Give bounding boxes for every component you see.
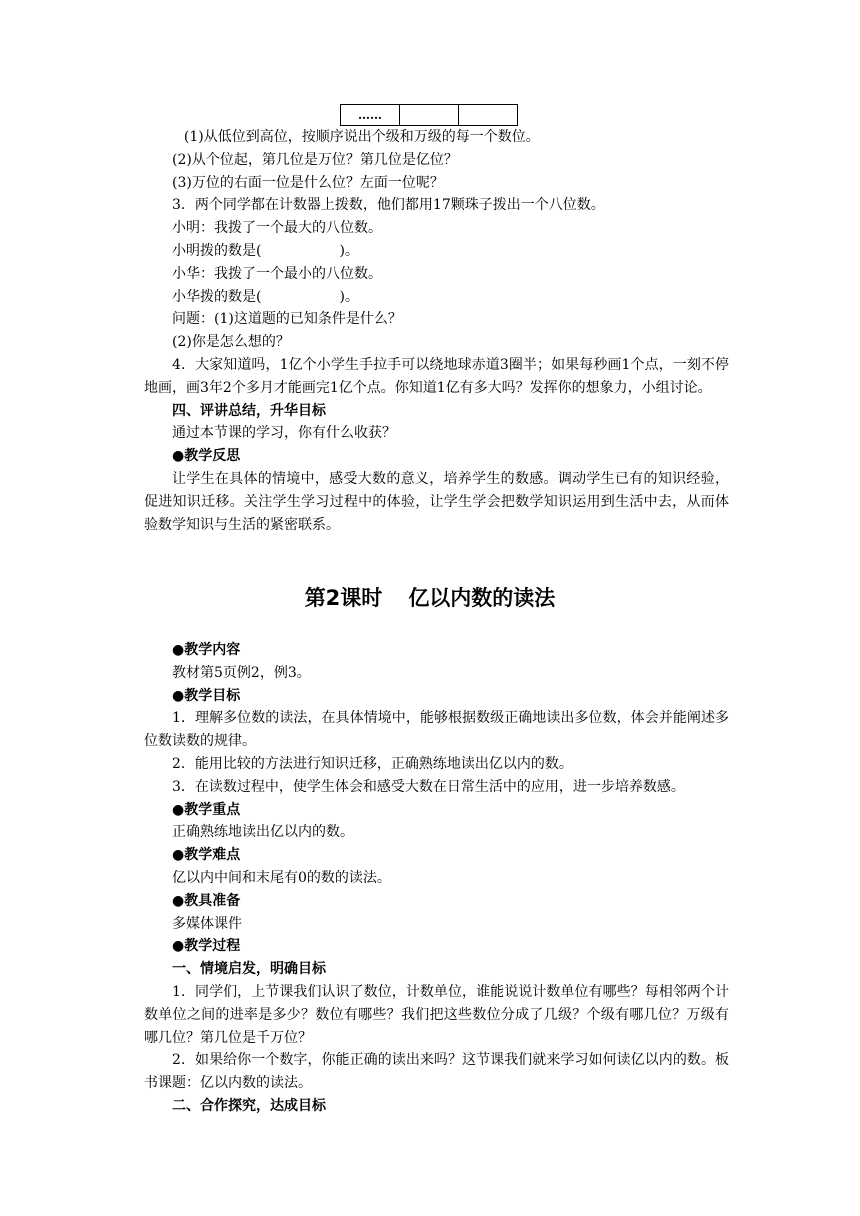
answer-line-xiaohua xyxy=(144,286,729,309)
question-line: (2)从个位起，第几位是万位？第几位是亿位？ xyxy=(172,151,458,168)
body-text: 教材第5页例2，例3。 xyxy=(172,664,311,681)
section-heading: 一、情境启发，明确目标 xyxy=(172,961,326,978)
question-4: 4．大家知道吗，1亿个小学生手拉手可以绕地球赤道3圈半；如果每秒画1个点，一刻不停地画，画3年2个多月才能画完1亿个点。你知道1亿有多大吗？发挥你的想象力，小组讨论。 xyxy=(144,356,729,396)
question-line: (2)你是怎么想的？ xyxy=(172,334,290,351)
body-text: 正确熟练地读出亿以内的数。 xyxy=(172,824,354,841)
section-2 xyxy=(144,639,729,1118)
body-text: 1．同学们，上节课我们认识了数位，计数单位，谁能说说计数单位有哪些？每相邻两个计数单位之间的进率是多少？数位有哪些？我们把这些数位分成了几级？个级有哪几位？万级有哪几位？第几位是千万位？ xyxy=(144,983,729,1046)
body-text: 2．如果给你一个数字，你能正确的读出来吗？这节课我们就来学习如何读亿以内的数。板书课题：亿以内数的读法。 xyxy=(144,1052,729,1092)
table-cell xyxy=(459,105,518,126)
section-heading: ●教学反思 xyxy=(172,448,241,465)
section-heading: 二、合作探究，达成目标 xyxy=(172,1097,326,1114)
answer-prefix: 小华拨的数是( xyxy=(172,288,262,305)
question-line: 小明：我拨了一个最大的八位数。 xyxy=(172,220,382,237)
section-heading: ●教具准备 xyxy=(172,892,241,909)
table-cell: …… xyxy=(341,105,400,126)
goal-item: 2．能用比较的方法进行知识迁移，正确熟练地读出亿以内的数。 xyxy=(172,755,573,772)
section-heading: ●教学难点 xyxy=(172,847,241,864)
section-heading: ●教学内容 xyxy=(172,642,241,658)
question-line: 问题：(1)这道题的已知条件是什么？ xyxy=(172,311,402,328)
section-heading: ●教学目标 xyxy=(172,687,241,704)
question-line: (3)万位的右面一位是什么位？左面一位呢？ xyxy=(172,174,444,191)
reflection-text: 让学生在具体的情境中，感受大数的意义，培养学生的数感。调动学生已有的知识经验，促进知识迁移。关注学生学习过程中的体验，让学生学会把数学知识运用到生活中去，从而体验数学知识与生活的紧密联系。 xyxy=(144,470,729,533)
goal-item: 1．理解多位数的读法，在具体情境中，能够根据数级正确地读出多位数，体会并能阐述多位数读数的规律。 xyxy=(144,710,729,750)
summary-question: 通过本节课的学习，你有什么收获？ xyxy=(172,425,396,442)
body-text: 多媒体课件 xyxy=(172,915,242,932)
table-row xyxy=(341,105,518,126)
lesson-title xyxy=(0,582,860,614)
answer-suffix: )。 xyxy=(339,288,359,305)
section-heading: ●教学重点 xyxy=(172,801,241,818)
section-1 xyxy=(144,126,729,536)
body-text: 亿以内中间和末尾有0的数的读法。 xyxy=(172,869,391,886)
section-heading: 四、评讲总结，升华目标 xyxy=(172,402,326,419)
answer-line-xiaoming xyxy=(144,240,729,263)
place-value-table xyxy=(340,104,518,126)
question-line: (1)从低位到高位，按顺序说出个级和万级的每一个数位。 xyxy=(183,129,540,145)
lesson-topic: 亿以内数的读法 xyxy=(408,586,556,610)
section-heading: ●教学过程 xyxy=(172,938,241,955)
question-line: 3．两个同学都在计数器上拨数，他们都用17颗珠子拨出一个八位数。 xyxy=(172,197,605,214)
goal-item: 3．在读数过程中，使学生体会和感受大数在日常生活中的应用，进一步培养数感。 xyxy=(172,778,685,795)
lesson-number: 第2课时 xyxy=(304,586,383,610)
table-cell xyxy=(400,105,459,126)
answer-prefix: 小明拨的数是( xyxy=(172,242,262,259)
question-line: 小华：我拨了一个最小的八位数。 xyxy=(172,265,382,282)
answer-suffix: )。 xyxy=(339,242,359,259)
